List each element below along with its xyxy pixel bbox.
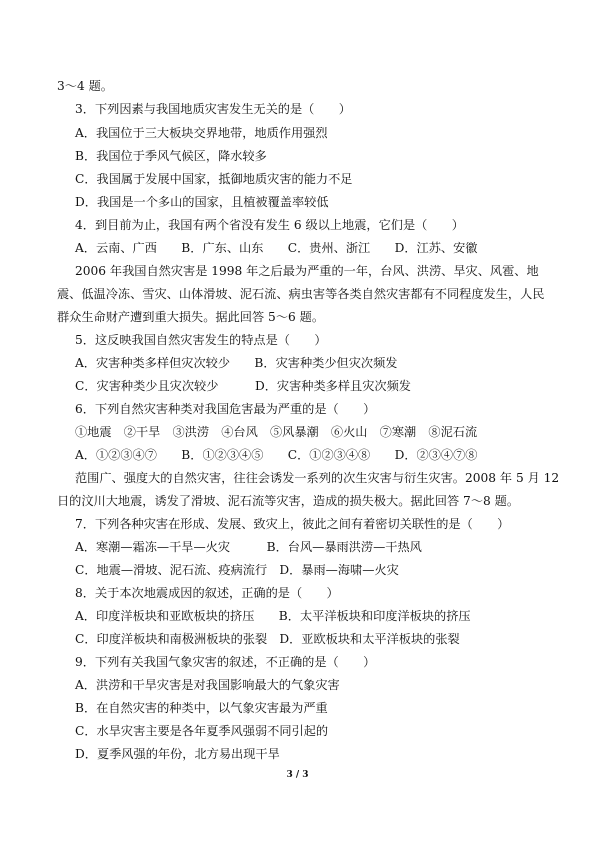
passage-line: 群众生命财产遭到重大损失。据此回答 5～6 题。	[57, 310, 325, 324]
options-5cd: C．灾害种类少且灾次较少 D．灾害种类多样且灾次频发	[75, 379, 411, 393]
option-9b: B．在自然灾害的种类中，以气象灾害最为严重	[75, 701, 328, 715]
options-4: A．云南、广西 B．广东、山东 C．贵州、浙江 D．江苏、安徽	[75, 241, 478, 255]
options-5ab: A．灾害种类多样但灾次较少 B．灾害种类少但灾次频发	[75, 356, 398, 370]
options-8ab: A．印度洋板块和亚欧板块的挤压 B．太平洋板块和印度洋板块的挤压	[75, 609, 471, 623]
page-number: 3 / 3	[286, 770, 309, 780]
question-5: 5．这反映我国自然灾害发生的特点是（ ）	[75, 333, 327, 347]
question-3: 3．下列因素与我国地质灾害发生无关的是（ ）	[75, 102, 351, 116]
option-3b: B．我国位于季风气候区，降水较多	[75, 149, 267, 163]
passage-line: 震、低温冷冻、雪灾、山体滑坡、泥石流、病虫害等各类自然灾害都有不同程度发生，人民	[57, 287, 545, 301]
options-7cd: C．地震—滑坡、泥石流、疫病流行 D．暴雨—海啸—火灾	[75, 563, 399, 577]
option-9d: D．夏季风强的年份，北方易出现干旱	[75, 747, 280, 761]
option-9a: A．洪涝和干旱灾害是对我国影响最大的气象灾害	[75, 678, 340, 692]
passage-line: 范围广、强度大的自然灾害，往往会诱发一系列的次生灾害与衍生灾害。2008 年 5 月 12	[75, 471, 560, 485]
options-7ab: A．寒潮—霜冻—干旱—火灾 B．台风—暴雨洪涝—干热风	[75, 540, 422, 554]
list-6: ①地震 ②干旱 ③洪涝 ④台风 ⑤风暴潮 ⑥火山 ⑦寒潮 ⑧泥石流	[75, 425, 478, 439]
text-line: 3～4 题。	[57, 79, 113, 93]
question-7: 7．下列各种灾害在形成、发展、致灾上，彼此之间有着密切关联性的是（ ）	[75, 517, 510, 531]
passage-line: 2006 年我国自然灾害是 1998 年之后最为严重的一年，台风、洪涝、旱灾、风雹、地	[75, 264, 539, 278]
question-8: 8．关于本次地震成因的叙述，正确的是（ ）	[75, 586, 339, 600]
question-6: 6．下列自然灾害种类对我国危害最为严重的是（ ）	[75, 402, 376, 416]
option-3c: C．我国属于发展中国家，抵御地质灾害的能力不足	[75, 172, 353, 186]
question-4: 4．到目前为止，我国有两个省没有发生 6 级以上地震，它们是（ ）	[75, 218, 464, 232]
option-3a: A．我国位于三大板块交界地带，地质作用强烈	[75, 126, 328, 140]
question-9: 9．下列有关我国气象灾害的叙述，不正确的是（ ）	[75, 655, 376, 669]
options-8cd: C．印度洋板块和南极洲板块的张裂 D．亚欧板块和太平洋板块的张裂	[75, 632, 460, 646]
option-9c: C．水旱灾害主要是各年夏季风强弱不同引起的	[75, 724, 329, 738]
passage-line: 日的汶川大地震，诱发了滑坡、泥石流等灾害，造成的损失极大。据此回答 7～8 题。	[57, 494, 520, 508]
options-6: A．①②③④⑦ B．①②③④⑤ C．①②③④⑧ D．②③④⑦⑧	[75, 448, 478, 462]
option-3d: D．我国是一个多山的国家，且植被覆盖率较低	[75, 195, 329, 209]
